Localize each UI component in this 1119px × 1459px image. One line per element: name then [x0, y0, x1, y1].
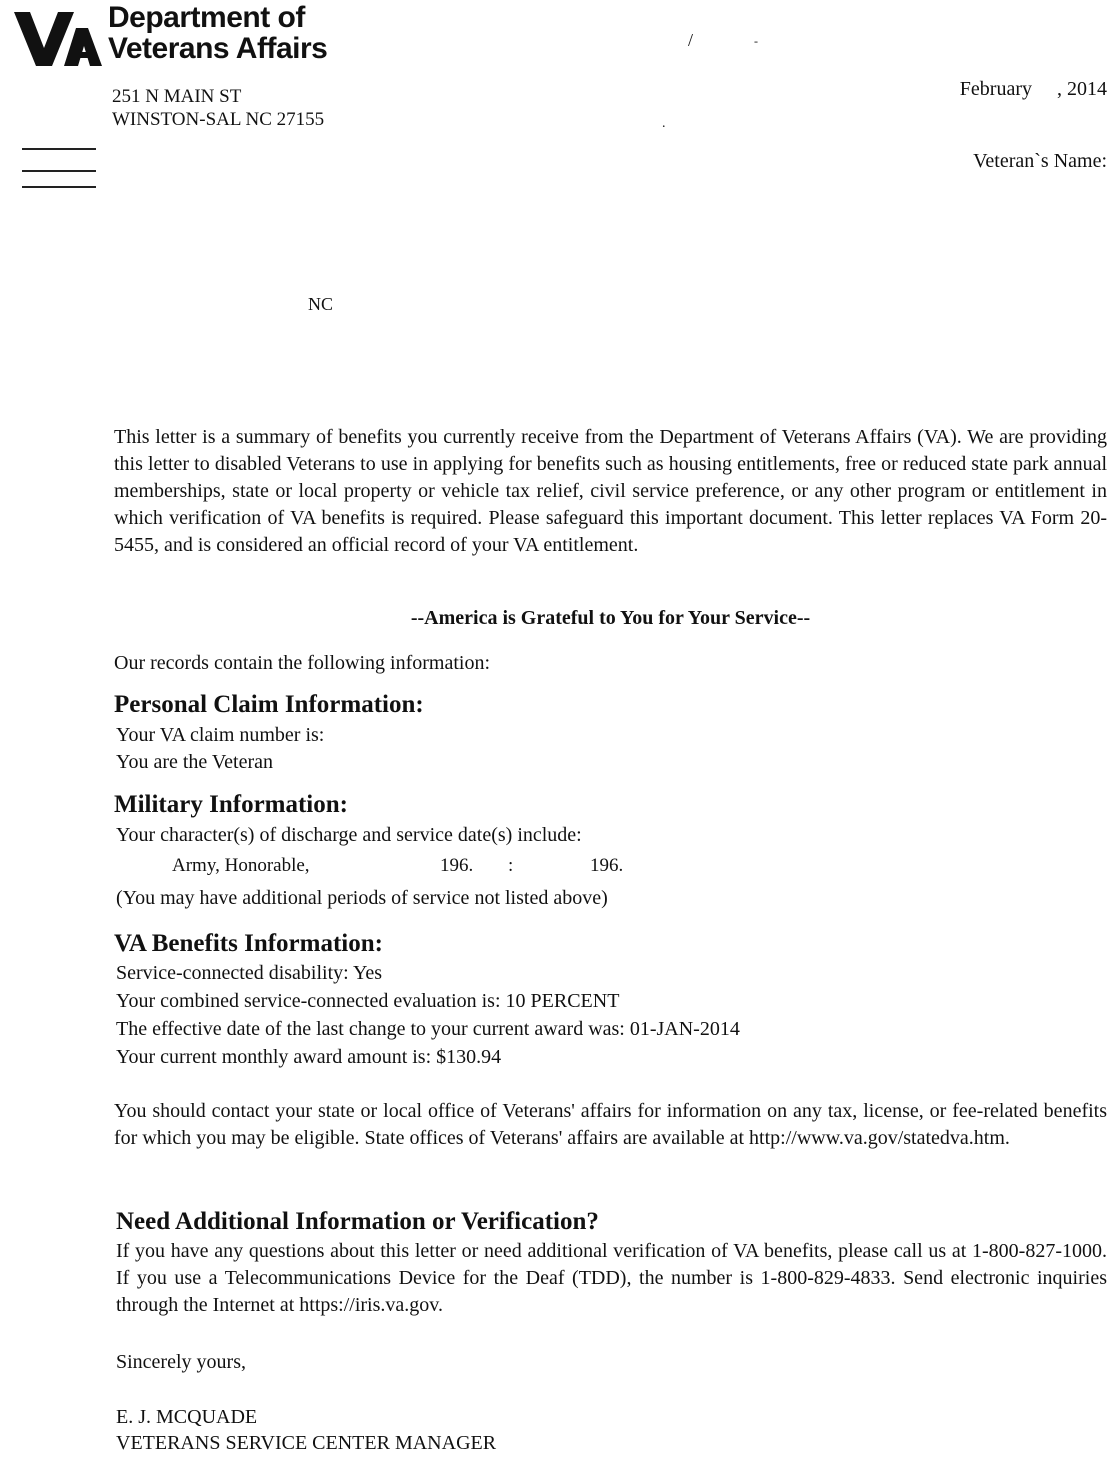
margin-dash — [22, 170, 96, 172]
scan-mark: - — [754, 34, 758, 48]
personal-claim-heading: Personal Claim Information: — [114, 691, 424, 718]
slogan: --America is Grateful to You for Your Service-- — [410, 607, 811, 629]
service-record — [172, 855, 692, 881]
recipient-state: NC — [308, 294, 334, 314]
effective-date: The effective date of the last change to your current award was: 01-JAN-2014 — [116, 1018, 740, 1040]
service-end: 196. — [590, 855, 624, 876]
org-line-2: Veterans Affairs — [108, 32, 328, 65]
military-heading: Military Information: — [114, 791, 348, 818]
service-mark: : — [508, 855, 514, 876]
veteran-name-label: Veteran`s Name: — [973, 150, 1107, 172]
office-address — [112, 85, 324, 131]
address-line-2: WINSTON-SAL NC 27155 — [112, 109, 325, 130]
additional-info-heading: Need Additional Information or Verification? — [116, 1208, 599, 1235]
discharge-label: Your character(s) of discharge and service date(s) include: — [116, 824, 582, 846]
service-start: 196. — [440, 855, 474, 876]
claim-number: Your VA claim number is: — [116, 724, 325, 746]
salutation: Sincerely yours, — [116, 1351, 246, 1373]
org-line-1: Department of — [108, 1, 305, 34]
disability-status: Service-connected disability: Yes — [116, 962, 383, 984]
additional-info-paragraph: If you have any questions about this letter or need additional verification of VA benefits, please call us at 1-800-827-1000. If you use a Telecommunications Device for the Deaf (TDD), the number is 1-800-829-4833. Send electronic inquiries through the Internet at https://iris.va.gov. — [116, 1240, 1107, 1316]
scan-mark: . — [662, 116, 666, 131]
margin-dash — [22, 148, 96, 150]
relationship: You are the Veteran — [116, 751, 274, 773]
address-line-1: 251 N MAIN ST — [112, 86, 242, 107]
signer-title: VETERANS SERVICE CENTER MANAGER — [116, 1432, 497, 1454]
combined-evaluation: Your combined service-connected evaluation is: 10 PERCENT — [116, 990, 620, 1012]
state-info-paragraph: You should contact your state or local office of Veterans' affairs for information on any tax, license, or fee-related benefits for which you may be eligible. State offices of Veterans' affairs are available at http://www.va.gov/statedva.htm. — [114, 1100, 1107, 1149]
scan-mark: / — [688, 30, 694, 50]
intro-paragraph: This letter is a summary of benefits you currently receive from the Department of Veterans Affairs (VA). We are providing this letter to disabled Veterans to use in applying for benefits such as housing entitlements, free or reduced state park annual memberships, state or local property or vehicle tax relief, civil service preference, or any other program or entitlement in which verification of VA benefits is required. Please safeguard this important document. This letter replaces VA Form 20-5455, and is considered an official record of your VA entitlement. — [114, 426, 1107, 556]
monthly-award: Your current monthly award amount is: $130.94 — [116, 1046, 502, 1068]
benefits-heading: VA Benefits Information: — [114, 930, 383, 957]
service-branch: Army, Honorable, — [172, 855, 310, 876]
margin-dash — [22, 186, 96, 188]
signer-name: E. J. MCQUADE — [116, 1406, 258, 1428]
letter-date: February , 2014 — [959, 78, 1107, 100]
records-intro: Our records contain the following information: — [114, 652, 491, 674]
org-name — [108, 2, 327, 64]
service-note: (You may have additional periods of service not listed above) — [116, 887, 608, 909]
va-logo — [14, 8, 106, 70]
